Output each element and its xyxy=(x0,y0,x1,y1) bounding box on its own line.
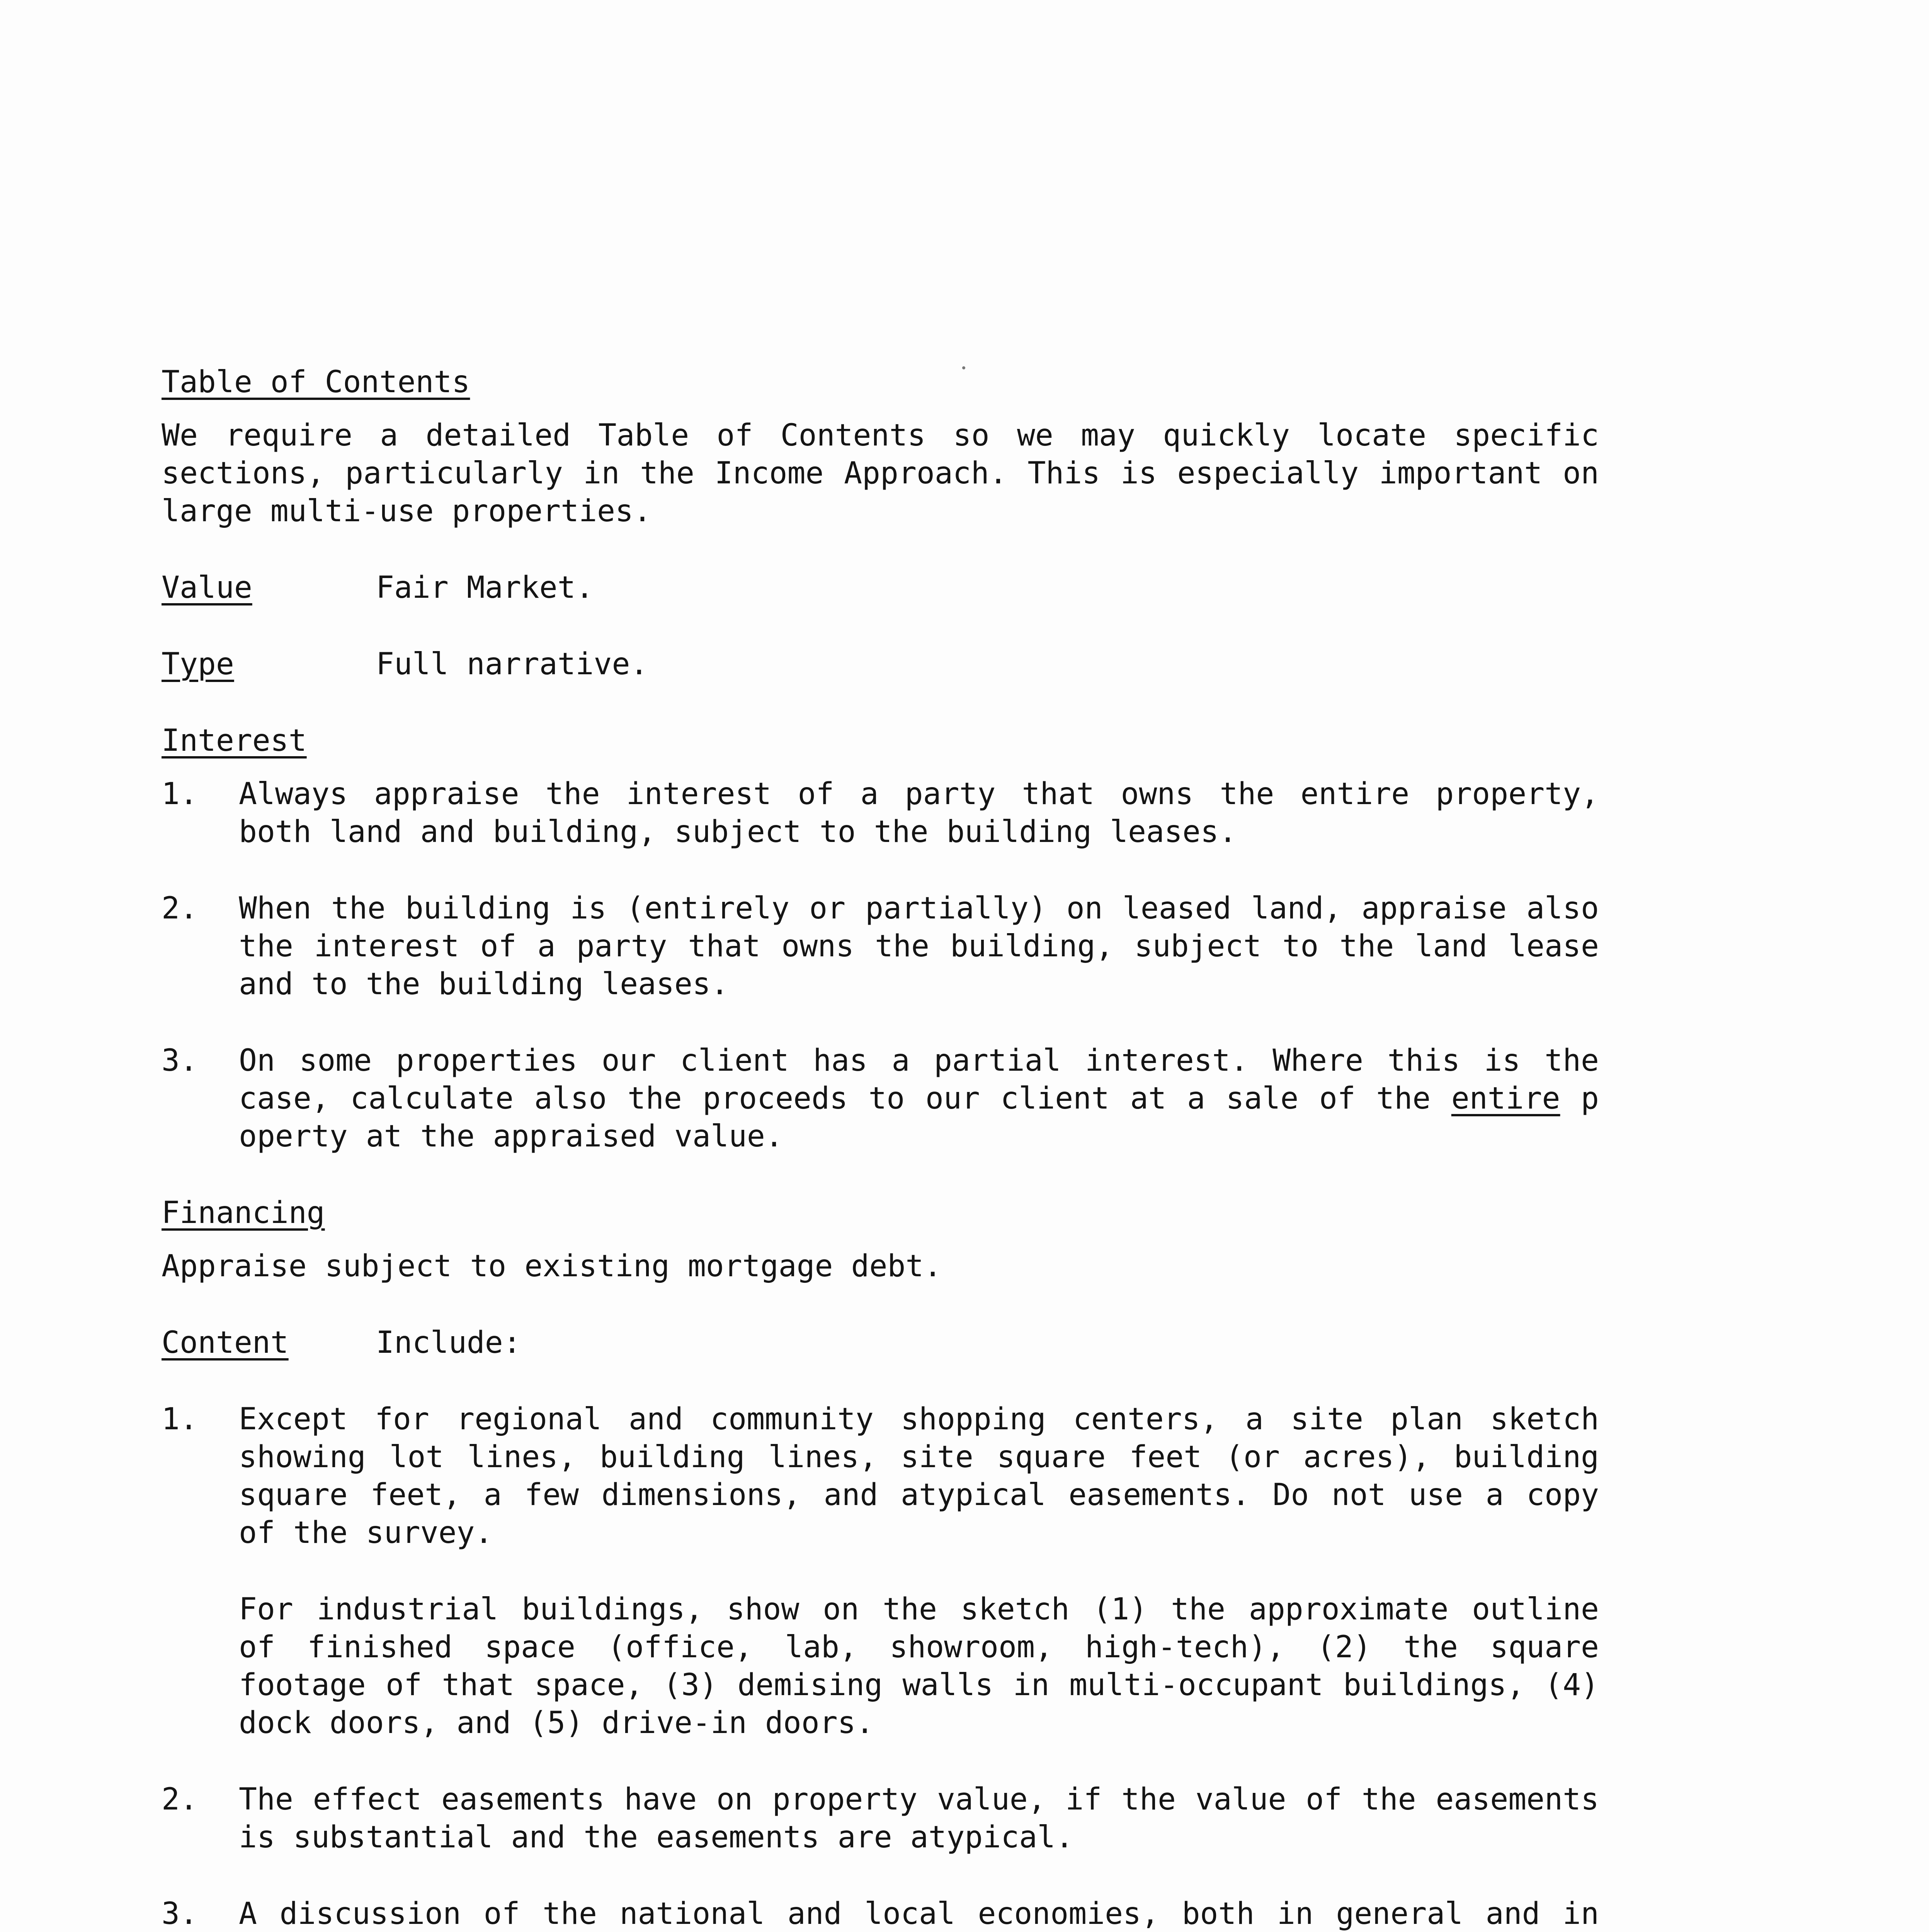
item-number: 2. xyxy=(162,1782,198,1817)
interest-list xyxy=(162,775,1599,1155)
content-row xyxy=(162,1324,1599,1362)
list-item xyxy=(162,775,1599,851)
toc-paragraph: We require a detailed Table of Contents so we may quickly locate specific sections, particularly in the Income Approach. This is especially important on large multi-use properties. xyxy=(162,418,1599,529)
value-label: Value xyxy=(162,570,252,605)
item-number: 1. xyxy=(162,1402,198,1437)
content-list xyxy=(162,1400,1599,1932)
emphasis-entire: entire xyxy=(1451,1081,1560,1116)
item-number: 1. xyxy=(162,777,198,811)
content-label: Content xyxy=(162,1325,289,1360)
list-item xyxy=(162,1400,1599,1742)
item-number: 2. xyxy=(162,891,198,926)
value-row xyxy=(162,569,1599,607)
list-item xyxy=(162,1781,1599,1856)
item-number: 3. xyxy=(162,1896,198,1931)
type-label: Type xyxy=(162,647,234,682)
list-item xyxy=(162,889,1599,1003)
item-subparagraph: For industrial buildings, show on the sketch (1) the approximate outline of finished space (office, lab, showroom, high-tech), (2) the square footage of that space, (3) demising walls in multi-occupant buildings, (4) dock doors, and (5) drive-in doors. xyxy=(239,1592,1599,1740)
document-body xyxy=(162,363,1599,1932)
list-item xyxy=(162,1042,1599,1155)
interest-heading: Interest xyxy=(162,723,307,758)
item-text xyxy=(239,1042,1599,1155)
financing-heading: Financing xyxy=(162,1196,325,1230)
financing-paragraph: Appraise subject to existing mortgage debt. xyxy=(162,1249,942,1284)
item-number: 3. xyxy=(162,1043,198,1078)
item-text: When the building is (entirely or partially) on leased land, appraise also the interest of a party that owns the building, subject to the land lease and to the building leases. xyxy=(239,891,1599,1002)
value-text: Fair Market. xyxy=(376,570,594,605)
list-item xyxy=(162,1895,1599,1932)
item-text: Except for regional and community shopping centers, a site plan sketch showing lot lines, building lines, site square feet (or acres), building square feet, a few dimensions, and atypical easements. Do not use a copy of the survey. xyxy=(239,1402,1599,1550)
item-text-end: p operty at the appraised value. xyxy=(239,1081,1599,1154)
type-text: Full narrative. xyxy=(376,647,648,682)
type-row xyxy=(162,645,1599,683)
item-body xyxy=(239,1400,1599,1742)
content-intro: Include: xyxy=(376,1325,521,1360)
item-text: Always appraise the interest of a party that owns the entire property, both land and building, subject to the building leases. xyxy=(239,777,1599,849)
toc-heading: Table of Contents xyxy=(162,365,470,400)
item-text: The effect easements have on property value, if the value of the easements is substantial and the easements are atypical. xyxy=(239,1782,1599,1855)
item-text: A discussion of the national and local economies, both in general and in xyxy=(239,1896,1599,1931)
item-text-start: On some properties our client has a partial interest. Where this is the case, calculate also the proceeds to our client at a sale of the xyxy=(239,1043,1599,1116)
